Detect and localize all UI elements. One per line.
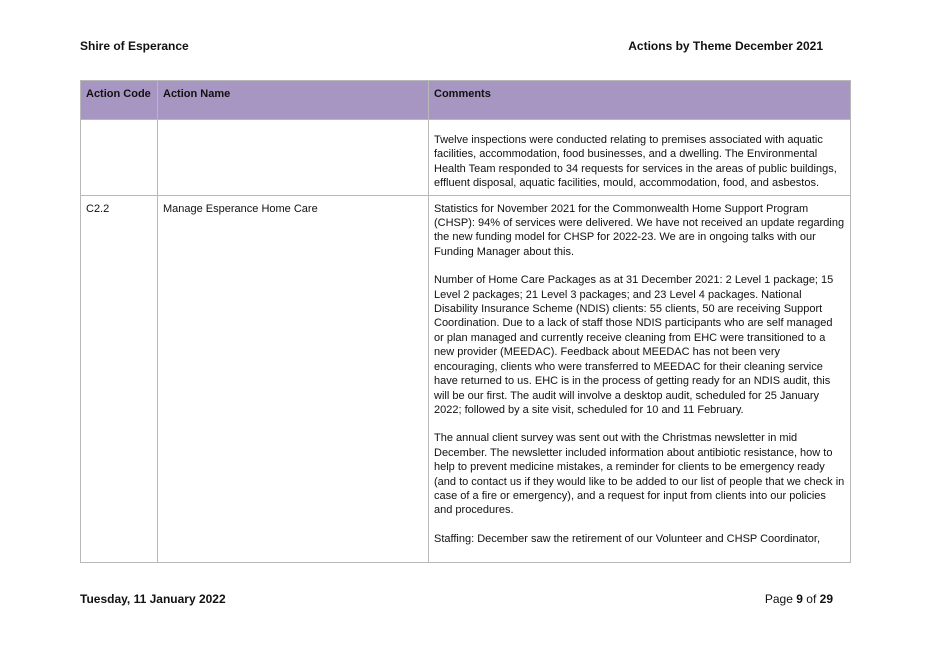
action-code-cell — [81, 120, 158, 196]
comment-paragraph: The annual client survey was sent out with the Christmas newsletter in mid December. The newsletter included information about antibiotic resistance, how to help to prevent medicine mistakes, a reminder for clients to be emergency ready (and to contact us if they would like to be added to our list of people that we check in case of a fire or emergency), and a request for input from clients into our policies and procedures. — [434, 432, 845, 517]
page-of: of — [806, 592, 817, 606]
comment-paragraph: Statistics for November 2021 for the Commonwealth Home Support Program (CHSP): 94% of services were delivered. We have not received an update regarding the new funding model for CHSP for 2022-23. We are in ongoing talks with our Funding Manager about this. — [434, 202, 845, 258]
table-row — [81, 120, 851, 196]
column-header-action-name: Action Name — [158, 81, 429, 120]
table-row — [81, 195, 851, 562]
column-header-action-code: Action Code — [81, 81, 158, 120]
table-header-row — [81, 81, 851, 120]
page-indicator — [765, 592, 833, 606]
report-title: Actions by Theme December 2021 — [628, 39, 823, 53]
action-code-cell: C2.2 — [81, 195, 158, 562]
action-name-cell — [158, 120, 429, 196]
organization-name: Shire of Esperance — [80, 39, 189, 53]
comment-paragraph: Twelve inspections were conducted relating to premises associated with aquatic facilities, accommodation, food businesses, and a dwelling. The Environmental Health Team responded to 34 requests for services in the areas of public buildings, effluent disposal, aquatic facilities, mould, accommodation, food, and asbestos. — [434, 134, 837, 190]
report-date: Tuesday, 11 January 2022 — [80, 592, 226, 606]
comments-cell — [429, 120, 851, 196]
action-name-cell: Manage Esperance Home Care — [158, 195, 429, 562]
page-current: 9 — [796, 592, 803, 606]
column-header-comments: Comments — [429, 81, 851, 120]
page-prefix: Page — [764, 592, 793, 606]
comment-paragraph: Number of Home Care Packages as at 31 December 2021: 2 Level 1 package; 15 Level 2 packages; 21 Level 3 packages; and 23 Level 4 packages. National Disability Insurance Scheme (NDIS) clients: 55 clients, 50 are receiving Support Coordination. Due to a lack of staff those NDIS participants who are self managed or plan managed and currently receive cleaning from EHC were transitioned to a new provider (MEEDAC). Feedback about MEEDAC has not been very encouraging, clients who were transferred to MEEDAC for their cleaning service have returned to us. EHC is in the process of getting ready for an NDIS audit, this will be our first. The audit will involve a desktop audit, scheduled for 25 January 2022; followed by a site visit, scheduled for 10 and 11 February. — [434, 274, 834, 416]
actions-table — [80, 80, 851, 563]
page-total: 29 — [819, 592, 833, 606]
comments-cell — [429, 195, 851, 562]
comment-paragraph: Staffing: December saw the retirement of our Volunteer and CHSP Coordinator, — [434, 532, 821, 545]
